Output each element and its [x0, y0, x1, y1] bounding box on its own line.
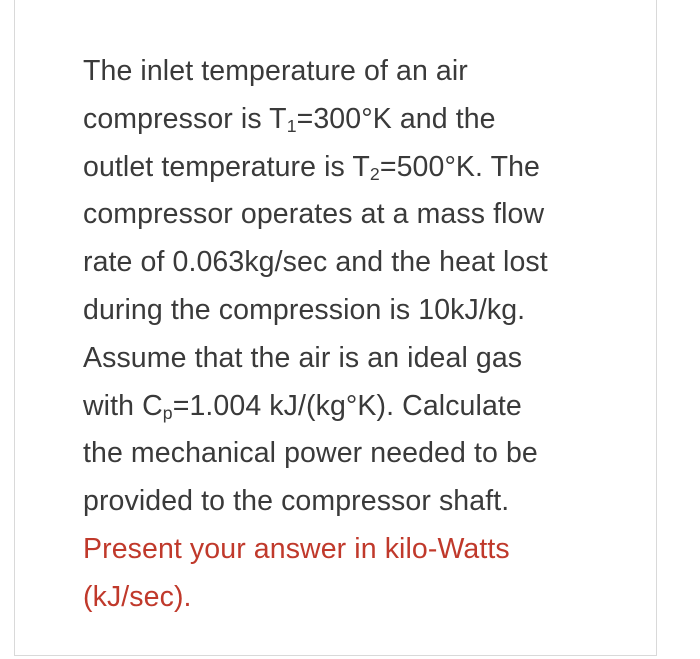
problem-line: with $C_p=1.004$ kJ/(kg°K). Calculate	[83, 389, 522, 423]
subscript: p	[162, 402, 173, 423]
subscript: 1	[286, 115, 297, 136]
problem-line: during the compression is 10kJ/kg.	[83, 293, 526, 326]
problem-line: rate of 0.063kg/sec and the heat lost	[83, 246, 548, 279]
problem-line: provided to the compressor shaft.	[83, 485, 510, 518]
problem-statement	[83, 48, 643, 622]
problem-line: Assume that the air is an ideal gas	[83, 341, 523, 374]
answer-instruction-units: (kJ/sec).	[83, 580, 192, 613]
problem-line: compressor operates at a mass flow	[83, 198, 545, 231]
problem-line: outlet temperature is $T_2=500^\circ K$. The	[83, 150, 540, 184]
subscript: 2	[369, 163, 380, 184]
problem-line: The inlet temperature of an air	[83, 55, 468, 87]
problem-line: compressor is $T_1=300^\circ K$ and the	[83, 102, 496, 136]
problem-line: the mechanical power needed to be	[83, 437, 538, 470]
answer-instruction: Present your answer in kilo-Watts	[83, 532, 510, 565]
